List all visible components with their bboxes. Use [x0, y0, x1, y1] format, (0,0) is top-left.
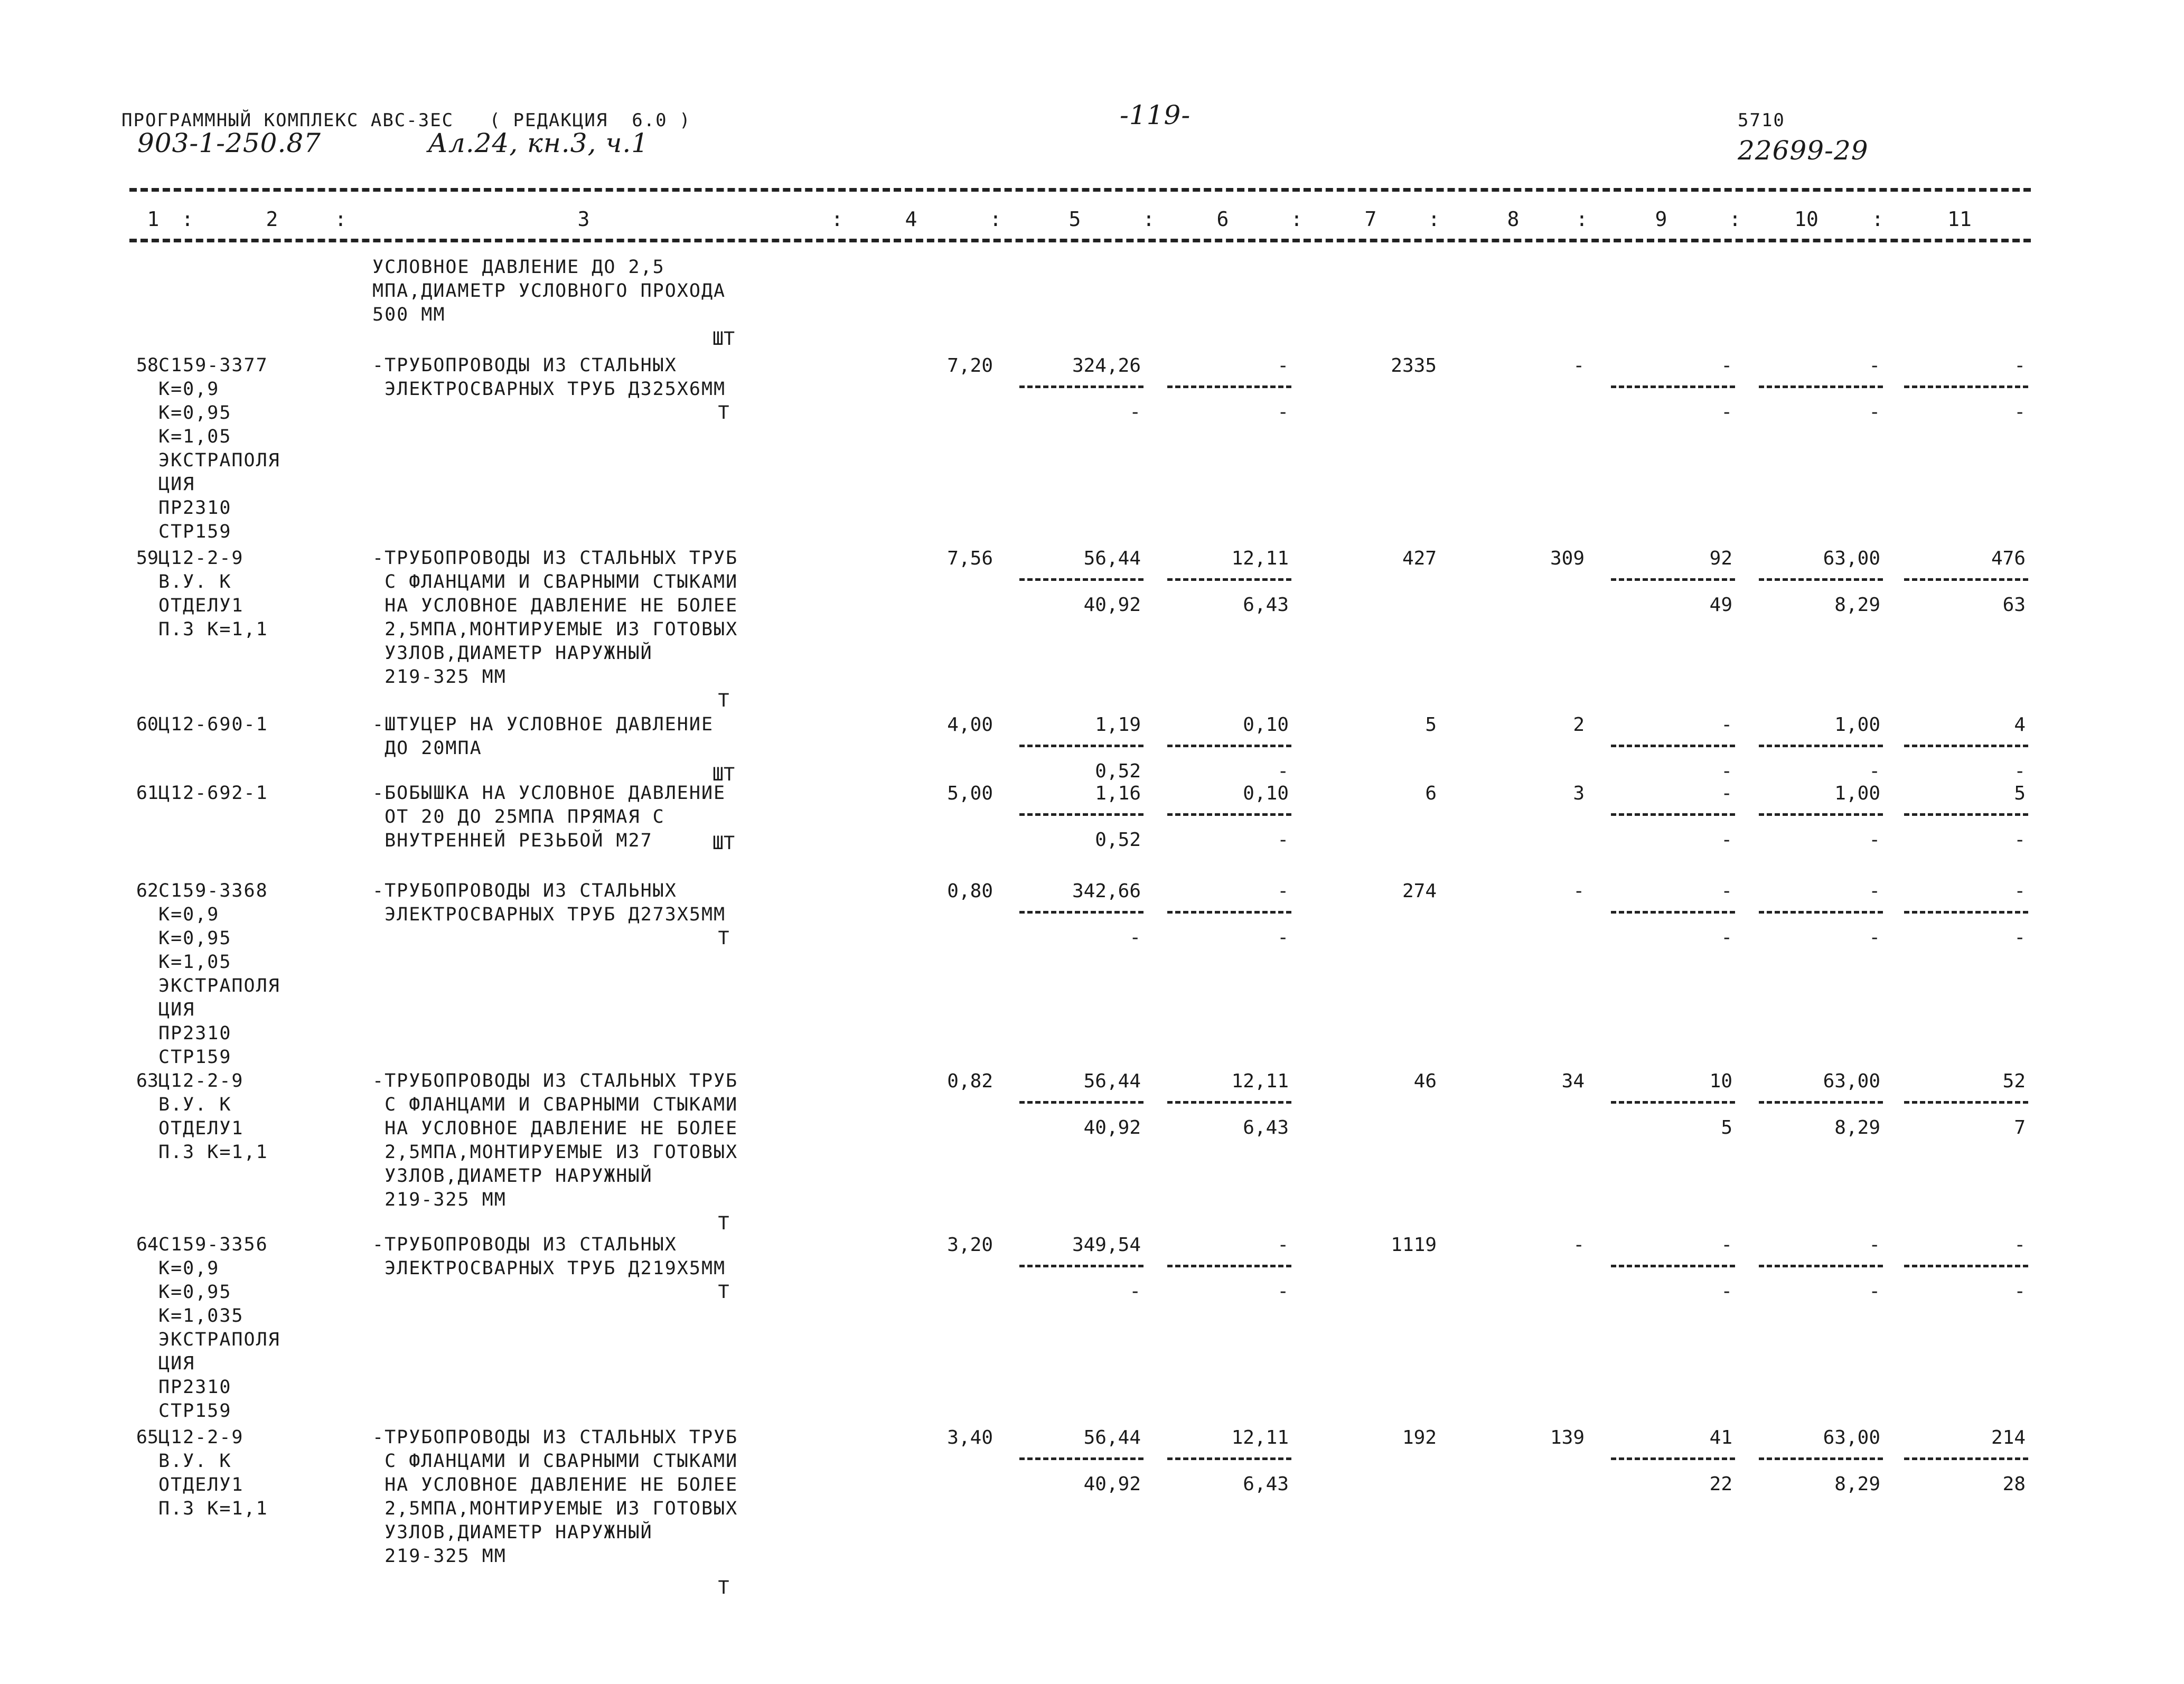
work-description-line: 219-325 ММ: [372, 666, 507, 688]
value-c9-top: 10: [1709, 1070, 1732, 1092]
fraction-rule-c10: [1759, 813, 1883, 816]
rate-code-line: В.У. К: [158, 571, 232, 592]
value-c9-bottom: -: [1721, 760, 1732, 782]
value-c7: 5: [1425, 714, 1437, 736]
rate-code-line: Ц12-692-1: [158, 783, 268, 804]
rate-code-line: Ц12-690-1: [158, 714, 268, 735]
value-c10-top: 1,00: [1834, 714, 1880, 736]
value-c4: 7,20: [947, 355, 993, 377]
value-c10-top: -: [1869, 1234, 1880, 1256]
value-c9-top: -: [1721, 880, 1732, 902]
rate-code-line: П.3 К=1,1: [158, 1498, 268, 1519]
row-number: 59: [136, 548, 158, 569]
unit-of-measure: Т: [718, 1577, 729, 1598]
work-description-line: ЭЛЕКТРОСВАРНЫХ ТРУБ Д273Х5ММ: [372, 904, 726, 925]
rate-code-line: Ц12-2-9: [158, 548, 244, 569]
value-c10-bottom: 8,29: [1834, 594, 1880, 616]
rate-code-line: К=0,9: [158, 904, 220, 925]
col-3: 3: [577, 208, 590, 231]
row-number: 60: [136, 714, 158, 735]
rate-code-line: СТР159: [158, 1400, 232, 1422]
rate-code-line: ЦИЯ: [158, 999, 195, 1020]
fraction-rule-c5: [1019, 1457, 1143, 1460]
work-description-line: УЗЛОВ,ДИАМЕТР НАРУЖНЫЙ: [372, 643, 653, 664]
value-c6-top: -: [1277, 1234, 1289, 1256]
value-c7: 2335: [1391, 355, 1437, 377]
fraction-rule-c5: [1019, 745, 1143, 747]
value-c5-bottom: 0,52: [1095, 829, 1141, 851]
value-c6-top: -: [1277, 355, 1289, 377]
intro-line: МПА,ДИАМЕТР УСЛОВНОГО ПРОХОДА: [372, 280, 726, 302]
fraction-rule-c5: [1019, 813, 1143, 816]
work-description-line: ОТ 20 ДО 25МПА ПРЯМАЯ С: [372, 806, 665, 827]
value-c5-bottom: -: [1129, 1281, 1141, 1302]
work-description-line: НА УСЛОВНОЕ ДАВЛЕНИЕ НЕ БОЛЕЕ: [372, 595, 738, 616]
value-c5-bottom: 40,92: [1083, 1473, 1141, 1495]
unit-of-measure: ШТ: [712, 764, 735, 785]
rate-code-line: ОТДЕЛУ1: [158, 595, 244, 616]
row-number: 64: [136, 1234, 158, 1255]
col-7: 7: [1364, 208, 1377, 231]
value-c10-top: 63,00: [1823, 1070, 1880, 1092]
fraction-rule-c10: [1759, 911, 1883, 914]
rate-code-line: ЦИЯ: [158, 474, 195, 495]
value-c4: 0,80: [947, 880, 993, 902]
value-c11-bottom: 63: [2002, 594, 2026, 616]
value-c9-bottom: 49: [1709, 594, 1732, 616]
rate-code-line: С159-3356: [158, 1234, 268, 1255]
rate-code-line: ПР2310: [158, 1023, 232, 1044]
fraction-rule-c6: [1167, 385, 1291, 388]
col-4: 4: [905, 208, 917, 231]
fraction-rule-c5: [1019, 385, 1143, 388]
rate-code-line: СТР159: [158, 1047, 232, 1068]
rate-code-line: ЭКСТРАПОЛЯ: [158, 1329, 280, 1350]
value-c6-top: 0,10: [1243, 783, 1289, 804]
col-1: 1: [147, 208, 160, 231]
value-c5-top: 349,54: [1072, 1234, 1141, 1256]
value-c8: 34: [1561, 1070, 1585, 1092]
work-description-line: УЗЛОВ,ДИАМЕТР НАРУЖНЫЙ: [372, 1165, 653, 1187]
value-c10-bottom: -: [1869, 401, 1880, 423]
value-c8: -: [1573, 1234, 1585, 1256]
rate-code-line: СТР159: [158, 521, 232, 542]
work-description-line: 2,5МПА,МОНТИРУЕМЫЕ ИЗ ГОТОВЫХ: [372, 1498, 738, 1519]
fraction-rule-c10: [1759, 385, 1883, 388]
unit-of-measure: Т: [718, 928, 729, 949]
fraction-rule-c9: [1611, 1457, 1735, 1460]
col-9: 9: [1655, 208, 1667, 231]
work-description-line: 2,5МПА,МОНТИРУЕМЫЕ ИЗ ГОТОВЫХ: [372, 619, 738, 640]
fraction-rule-c9: [1611, 745, 1735, 747]
value-c11-bottom: -: [2014, 760, 2026, 782]
value-c11-top: -: [2014, 880, 2026, 902]
rate-code-line: ОТДЕЛУ1: [158, 1118, 244, 1139]
value-c6-bottom: -: [1277, 927, 1289, 948]
value-c9-top: -: [1721, 783, 1732, 804]
value-c11-top: 476: [1991, 548, 2026, 569]
fraction-rule-c5: [1019, 911, 1143, 914]
value-c5-bottom: -: [1129, 401, 1141, 423]
value-c11-top: 4: [2014, 714, 2026, 736]
row-number: 61: [136, 783, 158, 804]
rate-code-line: К=0,95: [158, 402, 232, 424]
value-c11-bottom: -: [2014, 927, 2026, 948]
document-code: 903-1-250.87: [137, 128, 321, 158]
value-c5-top: 324,26: [1072, 355, 1141, 377]
program-title: ПРОГРАММНЫЙ КОМПЛЕКС АВС-3ЕС ( РЕДАКЦИЯ 6.0 ): [121, 110, 691, 131]
col-10: 10: [1794, 208, 1819, 231]
rate-code-line: П.3 К=1,1: [158, 619, 268, 640]
fraction-rule-c9: [1611, 813, 1735, 816]
row-number: 65: [136, 1427, 158, 1448]
col-2: 2: [266, 208, 278, 231]
work-description-line: С ФЛАНЦАМИ И СВАРНЫМИ СТЫКАМИ: [372, 571, 738, 592]
rate-code-line: П.3 К=1,1: [158, 1142, 268, 1163]
value-c8: 3: [1573, 783, 1585, 804]
header-rule-bottom: [129, 239, 2031, 242]
value-c4: 4,00: [947, 714, 993, 736]
col-11: 11: [1947, 208, 1972, 231]
value-c11-top: 5: [2014, 783, 2026, 804]
value-c4: 0,82: [947, 1070, 993, 1092]
value-c6-bottom: -: [1277, 401, 1289, 423]
value-c6-bottom: 6,43: [1243, 1473, 1289, 1495]
value-c7: 46: [1413, 1070, 1437, 1092]
work-description-line: -ТРУБОПРОВОДЫ ИЗ СТАЛЬНЫХ: [372, 355, 677, 376]
value-c10-top: -: [1869, 880, 1880, 902]
fraction-rule-c9: [1611, 1265, 1735, 1267]
work-description-line: -БОБЫШКА НА УСЛОВНОЕ ДАВЛЕНИЕ: [372, 783, 726, 804]
unit-of-measure: Т: [718, 1282, 729, 1303]
rate-code-line: К=1,035: [158, 1305, 244, 1326]
rate-code-line: К=0,9: [158, 1258, 220, 1279]
rate-code-line: К=0,95: [158, 1282, 232, 1303]
fraction-rule-c6: [1167, 911, 1291, 914]
intro-line: УСЛОВНОЕ ДАВЛЕНИЕ ДО 2,5: [372, 257, 665, 278]
value-c8: 309: [1550, 548, 1585, 569]
value-c5-top: 342,66: [1072, 880, 1141, 902]
fraction-rule-c6: [1167, 1457, 1291, 1460]
value-c5-bottom: -: [1129, 927, 1141, 948]
value-c10-bottom: -: [1869, 1281, 1880, 1302]
fraction-rule-c9: [1611, 578, 1735, 581]
work-description-line: -ТРУБОПРОВОДЫ ИЗ СТАЛЬНЫХ ТРУБ: [372, 548, 738, 569]
rate-code-line: Ц12-2-9: [158, 1070, 244, 1092]
value-c10-bottom: -: [1869, 927, 1880, 948]
work-description-line: ЭЛЕКТРОСВАРНЫХ ТРУБ Д325Х6ММ: [372, 379, 726, 400]
rate-code-line: ЭКСТРАПОЛЯ: [158, 450, 280, 471]
value-c9-top: 92: [1709, 548, 1732, 569]
value-c5-top: 56,44: [1083, 1070, 1141, 1092]
fraction-rule-c6: [1167, 578, 1291, 581]
fraction-rule-c6: [1167, 813, 1291, 816]
work-description-line: -ШТУЦЕР НА УСЛОВНОЕ ДАВЛЕНИЕ: [372, 714, 714, 735]
work-description-line: НА УСЛОВНОЕ ДАВЛЕНИЕ НЕ БОЛЕЕ: [372, 1118, 738, 1139]
value-c9-bottom: -: [1721, 401, 1732, 423]
value-c9-top: -: [1721, 714, 1732, 736]
value-c10-top: 63,00: [1823, 548, 1880, 569]
value-c6-bottom: 6,43: [1243, 594, 1289, 616]
value-c11-top: 214: [1991, 1427, 2026, 1448]
value-c6-bottom: -: [1277, 1281, 1289, 1302]
value-c11-top: 52: [2002, 1070, 2026, 1092]
fraction-rule-c5: [1019, 1101, 1143, 1104]
intro-line: 500 ММ: [372, 304, 446, 325]
value-c5-top: 1,16: [1095, 783, 1141, 804]
value-c7: 192: [1402, 1427, 1437, 1448]
value-c10-bottom: 8,29: [1834, 1117, 1880, 1139]
value-c4: 7,56: [947, 548, 993, 569]
col-6: 6: [1216, 208, 1229, 231]
work-description-line: -ТРУБОПРОВОДЫ ИЗ СТАЛЬНЫХ: [372, 1234, 677, 1255]
rate-code-line: ПР2310: [158, 1377, 232, 1398]
row-number: 63: [136, 1070, 158, 1092]
unit-of-measure: Т: [718, 1213, 729, 1234]
value-c10-bottom: -: [1869, 760, 1880, 782]
value-c9-bottom: -: [1721, 927, 1732, 948]
fraction-rule-c6: [1167, 745, 1291, 747]
value-c4: 3,40: [947, 1427, 993, 1448]
header-rule-top: [129, 188, 2031, 192]
value-c11-bottom: 28: [2002, 1473, 2026, 1495]
value-c6-top: 0,10: [1243, 714, 1289, 736]
value-c7: 427: [1402, 548, 1437, 569]
value-c10-top: 63,00: [1823, 1427, 1880, 1448]
work-description-line: УЗЛОВ,ДИАМЕТР НАРУЖНЫЙ: [372, 1522, 653, 1543]
work-description-line: 2,5МПА,МОНТИРУЕМЫЕ ИЗ ГОТОВЫХ: [372, 1142, 738, 1163]
rate-code-line: ЦИЯ: [158, 1353, 195, 1374]
col-8: 8: [1507, 208, 1520, 231]
value-c6-top: 12,11: [1231, 1070, 1289, 1092]
fraction-rule-c11: [1904, 1101, 2028, 1104]
value-c6-top: 12,11: [1231, 548, 1289, 569]
fraction-rule-c10: [1759, 1457, 1883, 1460]
unit-of-measure: ШТ: [712, 833, 735, 854]
rate-code-line: С159-3377: [158, 355, 268, 376]
work-description-line: 219-325 ММ: [372, 1546, 507, 1567]
work-description-line: ДО 20МПА: [372, 738, 482, 759]
rate-code-line: К=1,05: [158, 426, 232, 447]
value-c11-bottom: -: [2014, 1281, 2026, 1302]
fraction-rule-c11: [1904, 1265, 2028, 1267]
page-number: -119-: [1120, 100, 1191, 130]
rate-code-line: Ц12-2-9: [158, 1427, 244, 1448]
work-description-line: -ТРУБОПРОВОДЫ ИЗ СТАЛЬНЫХ ТРУБ: [372, 1070, 738, 1092]
fraction-rule-c11: [1904, 1457, 2028, 1460]
fraction-rule-c6: [1167, 1101, 1291, 1104]
value-c11-bottom: -: [2014, 401, 2026, 423]
row-number: 62: [136, 880, 158, 901]
rate-code-line: ЭКСТРАПОЛЯ: [158, 975, 280, 996]
work-description-line: ВНУТРЕННЕЙ РЕЗЬБОЙ М27: [372, 830, 653, 851]
fraction-rule-c6: [1167, 1265, 1291, 1267]
fraction-rule-c5: [1019, 578, 1143, 581]
fraction-rule-c10: [1759, 578, 1883, 581]
value-c11-bottom: -: [2014, 829, 2026, 851]
value-c10-top: 1,00: [1834, 783, 1880, 804]
row-number: 58: [136, 355, 158, 376]
value-c9-bottom: 5: [1721, 1117, 1732, 1139]
value-c9-top: -: [1721, 355, 1732, 377]
fraction-rule-c10: [1759, 745, 1883, 747]
value-c10-bottom: 8,29: [1834, 1473, 1880, 1495]
value-c10-bottom: -: [1869, 829, 1880, 851]
work-description-line: -ТРУБОПРОВОДЫ ИЗ СТАЛЬНЫХ: [372, 880, 677, 901]
fraction-rule-c9: [1611, 385, 1735, 388]
value-c11-top: -: [2014, 1234, 2026, 1256]
work-description-line: -ТРУБОПРОВОДЫ ИЗ СТАЛЬНЫХ ТРУБ: [372, 1427, 738, 1448]
rate-code-line: ПР2310: [158, 497, 232, 519]
value-c10-top: -: [1869, 355, 1880, 377]
rate-code-line: К=1,05: [158, 952, 232, 973]
sheet-code: 5710: [1738, 110, 1785, 131]
fraction-rule-c11: [1904, 745, 2028, 747]
rate-code-line: В.У. К: [158, 1094, 232, 1115]
rate-code-line: К=0,9: [158, 379, 220, 400]
value-c4: 5,00: [947, 783, 993, 804]
value-c11-top: -: [2014, 355, 2026, 377]
work-description-line: ЭЛЕКТРОСВАРНЫХ ТРУБ Д219Х5ММ: [372, 1258, 726, 1279]
work-description-line: С ФЛАНЦАМИ И СВАРНЫМИ СТЫКАМИ: [372, 1094, 738, 1115]
fraction-rule-c9: [1611, 911, 1735, 914]
col-5: 5: [1068, 208, 1081, 231]
value-c5-top: 56,44: [1083, 1427, 1141, 1448]
rate-code-line: К=0,95: [158, 928, 232, 949]
value-c5-bottom: 40,92: [1083, 594, 1141, 616]
value-c9-bottom: 22: [1709, 1473, 1732, 1495]
value-c11-bottom: 7: [2014, 1117, 2026, 1139]
value-c9-top: -: [1721, 1234, 1732, 1256]
fraction-rule-c11: [1904, 578, 2028, 581]
fraction-rule-c11: [1904, 911, 2028, 914]
value-c6-bottom: -: [1277, 829, 1289, 851]
inventory-number: 22699-29: [1738, 135, 1869, 166]
rate-code-line: В.У. К: [158, 1451, 232, 1472]
fraction-rule-c9: [1611, 1101, 1735, 1104]
album-reference: Ал.24, кн.3, ч.1: [428, 128, 649, 158]
rate-code-line: С159-3368: [158, 880, 268, 901]
fraction-rule-c11: [1904, 385, 2028, 388]
value-c8: 139: [1550, 1427, 1585, 1448]
value-c9-top: 41: [1709, 1427, 1732, 1448]
work-description-line: С ФЛАНЦАМИ И СВАРНЫМИ СТЫКАМИ: [372, 1451, 738, 1472]
value-c7: 1119: [1391, 1234, 1437, 1256]
fraction-rule-c10: [1759, 1265, 1883, 1267]
value-c5-bottom: 0,52: [1095, 760, 1141, 782]
value-c8: -: [1573, 880, 1585, 902]
value-c4: 3,20: [947, 1234, 993, 1256]
unit-of-measure: ШТ: [712, 328, 735, 350]
fraction-rule-c11: [1904, 813, 2028, 816]
value-c5-top: 56,44: [1083, 548, 1141, 569]
value-c6-bottom: -: [1277, 760, 1289, 782]
value-c8: 2: [1573, 714, 1585, 736]
value-c9-bottom: -: [1721, 829, 1732, 851]
work-description-line: 219-325 ММ: [372, 1189, 507, 1210]
value-c6-bottom: 6,43: [1243, 1117, 1289, 1139]
value-c8: -: [1573, 355, 1585, 377]
unit-of-measure: Т: [718, 690, 729, 711]
fraction-rule-c5: [1019, 1265, 1143, 1267]
value-c5-bottom: 40,92: [1083, 1117, 1141, 1139]
work-description-line: НА УСЛОВНОЕ ДАВЛЕНИЕ НЕ БОЛЕЕ: [372, 1474, 738, 1495]
unit-of-measure: Т: [718, 402, 729, 424]
value-c7: 274: [1402, 880, 1437, 902]
rate-code-line: ОТДЕЛУ1: [158, 1474, 244, 1495]
value-c5-top: 1,19: [1095, 714, 1141, 736]
value-c9-bottom: -: [1721, 1281, 1732, 1302]
fraction-rule-c10: [1759, 1101, 1883, 1104]
value-c6-top: 12,11: [1231, 1427, 1289, 1448]
value-c6-top: -: [1277, 880, 1289, 902]
value-c7: 6: [1425, 783, 1437, 804]
